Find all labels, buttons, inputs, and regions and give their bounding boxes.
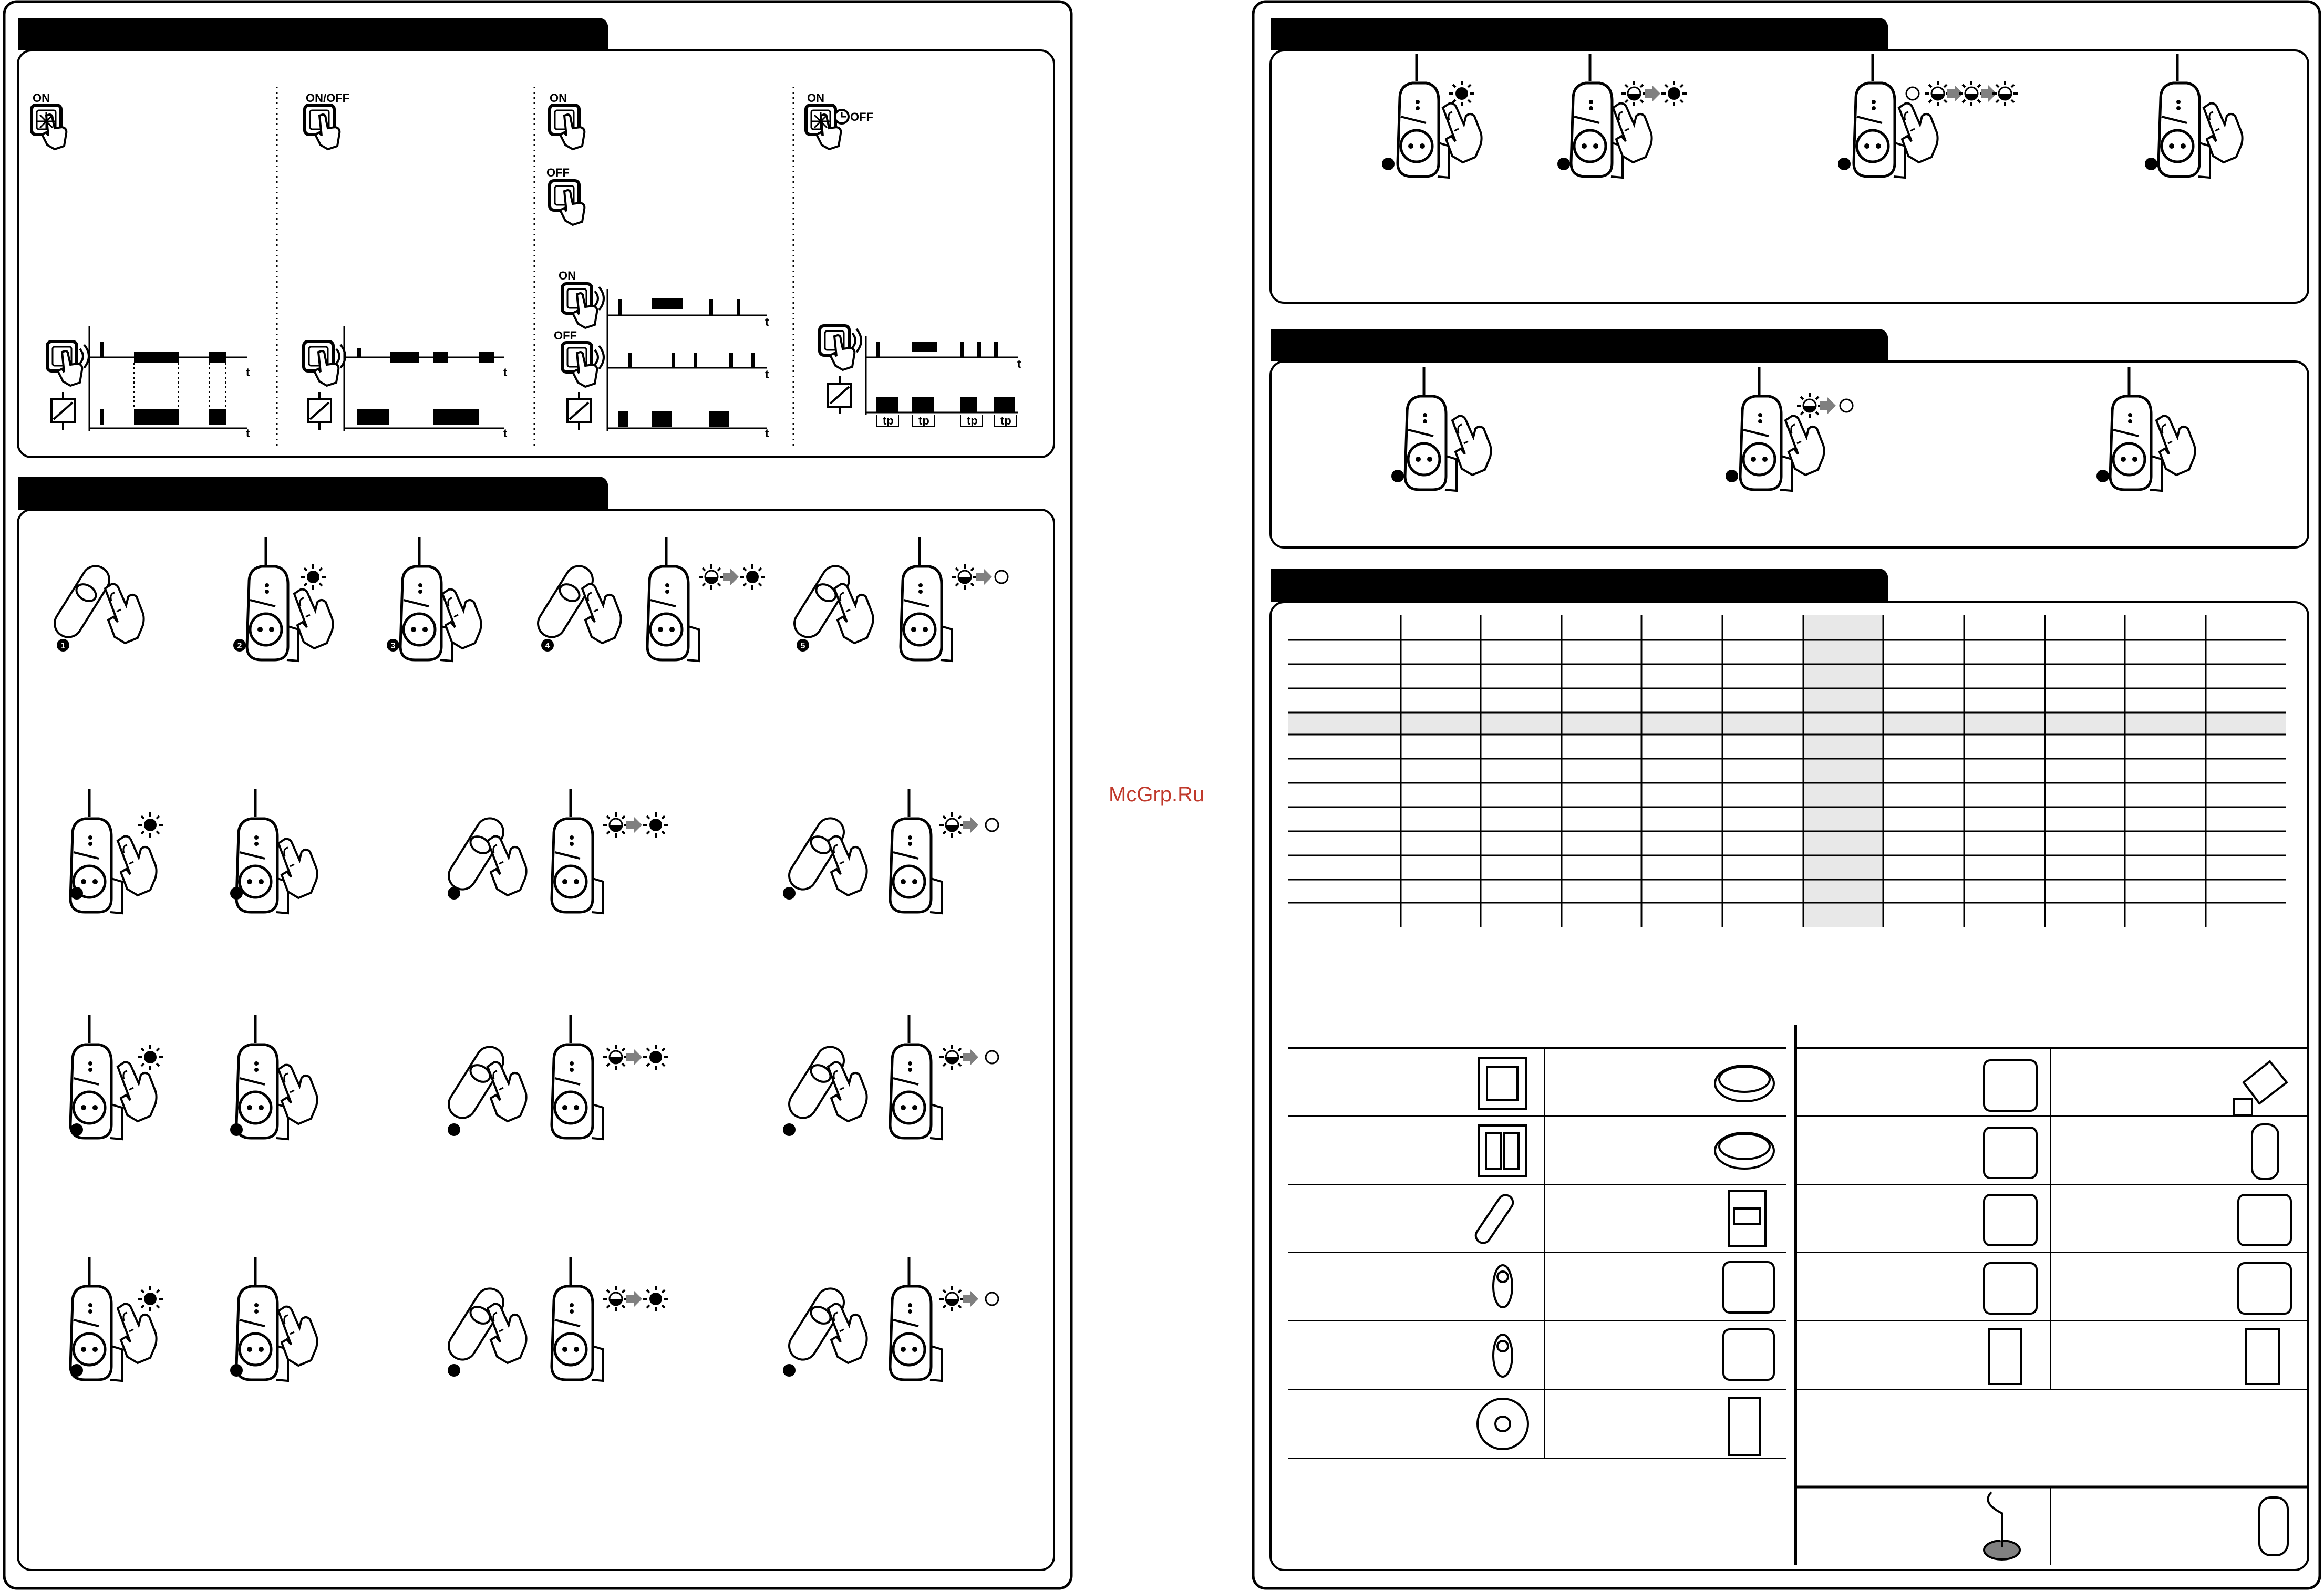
pair-row-1 [49,537,1008,661]
right-page-frame [1253,2,2320,1588]
watermark-text: McGrp.Ru [1109,783,1205,806]
compatibility-panel [1271,602,2308,1570]
tp-label: tp [967,414,978,427]
tp-label: tp [918,414,929,427]
timing-on-label: ON [559,269,576,282]
mode-label-on: ON [33,91,50,105]
timing-diagram-2 [304,326,508,440]
compatible-devices-grid [1288,1025,2308,1565]
timing-diagram-4 [820,326,1021,427]
axis-label: t [246,427,250,440]
pair-row-2 [70,789,998,913]
section-header-bar [18,18,608,50]
mode-on-off-icon [546,91,584,225]
pair-row-3 [70,1015,998,1139]
mode-onoff-icon [305,91,349,149]
section-header-bar [18,477,608,510]
pair-row-4 [70,1257,998,1381]
step-number: 5 [800,642,805,650]
tp-label: tp [1000,414,1011,427]
mode-label-off-2: OFF [546,166,570,179]
step-number: 3 [390,642,396,650]
tp-label: tp [883,414,894,427]
axis-label: t [765,315,769,328]
axis-label: t [503,427,508,440]
axis-label: t [246,366,250,379]
timing-off-label: OFF [554,329,577,342]
section-header-bar [1271,329,1888,361]
mode-label-on-2: ON [550,91,567,105]
modes-panel [18,50,1054,457]
pairing-panel [18,510,1054,1570]
axis-label: t [1017,357,1021,370]
step-number: 1 [60,642,66,650]
step-number: 4 [545,642,550,650]
timing-diagram-1 [47,326,250,440]
mode-label-onoff: ON/OFF [306,91,350,105]
mode-label-off-3: OFF [850,110,873,123]
unpair-steps [1391,367,2195,491]
axis-label: t [503,366,508,379]
mode-on-icon [32,91,66,149]
mode-timer-icon [806,91,873,149]
timing-diagram-3 [554,269,769,440]
axis-label: t [765,427,769,440]
step-number: 2 [237,642,242,650]
axis-label: t [765,368,769,381]
section-header-bar [1271,569,1888,602]
mode-label-on-3: ON [807,91,824,105]
compatibility-table [1288,615,2286,927]
section-header-bar [1271,18,1888,50]
reset-steps [1382,54,2243,178]
